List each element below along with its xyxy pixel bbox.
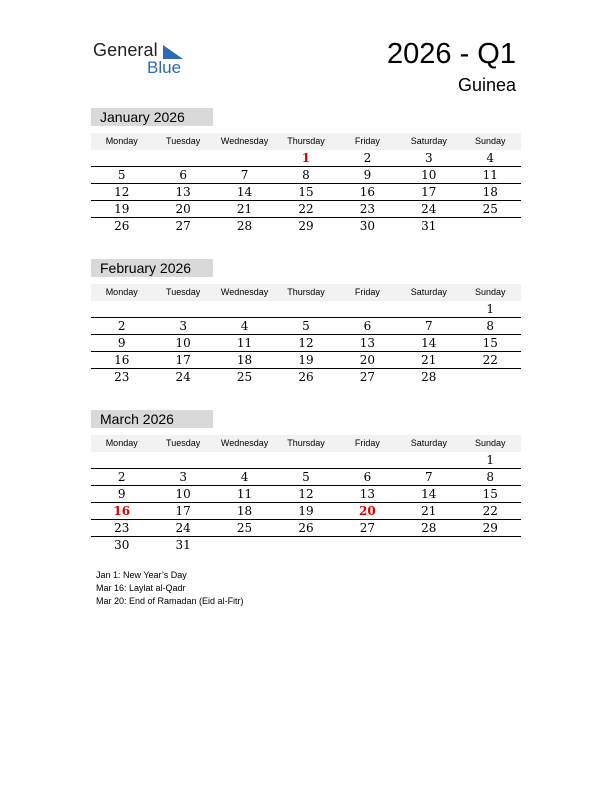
day-cell: 6: [363, 319, 372, 333]
day-cell: 23: [114, 370, 130, 384]
week-row: [91, 369, 521, 385]
weekday-label: Monday: [105, 287, 138, 297]
day-cell: 26: [298, 521, 314, 535]
day-cell: 24: [421, 202, 437, 216]
day-cell: 8: [302, 168, 310, 182]
day-cell: [91, 150, 152, 166]
weekday-label: Saturday: [410, 136, 447, 146]
holiday-note: Jan 1: New Year’s Day: [96, 570, 187, 580]
day-cell: 18: [236, 504, 253, 518]
day-cell: 9: [363, 168, 372, 182]
day-cell: 27: [175, 219, 191, 233]
day-cell: 1: [301, 151, 311, 165]
day-cell: 5: [302, 470, 310, 484]
day-cell: 19: [114, 202, 130, 216]
day-cell: 14: [421, 336, 437, 350]
day-cell: 12: [298, 487, 314, 501]
day-cell: 21: [421, 504, 437, 518]
day-cell: 6: [179, 168, 187, 182]
logo-triangle-icon: [163, 45, 183, 59]
week-row: [91, 184, 521, 201]
day-cell: [214, 301, 275, 317]
day-cell: 23: [359, 202, 376, 216]
day-cell: 8: [486, 319, 495, 333]
day-cell: 5: [302, 319, 310, 333]
weekday-label: Monday: [105, 438, 138, 448]
month-grid: [91, 301, 521, 385]
month-label: March 2026: [91, 410, 213, 428]
day-cell: 22: [482, 353, 498, 367]
day-cell: 30: [359, 219, 376, 233]
holiday-notes: [96, 569, 244, 608]
week-row: [91, 201, 521, 218]
month-grid: [91, 150, 521, 234]
weekday-label: Monday: [105, 136, 138, 146]
weekday-header: [91, 284, 521, 301]
day-cell: 31: [175, 538, 191, 552]
day-cell: 22: [298, 202, 314, 216]
day-cell: 12: [298, 336, 314, 350]
day-cell: 9: [117, 487, 126, 501]
week-row: [91, 520, 521, 537]
weekday-label: Sunday: [474, 136, 506, 146]
week-row: [91, 486, 521, 503]
day-cell: 25: [482, 202, 498, 216]
day-cell: 10: [175, 336, 191, 350]
day-cell: 16: [113, 504, 131, 518]
day-cell: 14: [421, 487, 437, 501]
day-cell: [398, 537, 459, 553]
weekday-label: Saturday: [410, 287, 447, 297]
day-cell: 11: [236, 487, 253, 501]
week-row: [91, 469, 521, 486]
day-cell: [91, 452, 152, 468]
day-cell: 12: [114, 185, 130, 199]
day-cell: [337, 301, 398, 317]
day-cell: 2: [117, 470, 126, 484]
day-cell: [275, 537, 336, 553]
day-cell: 23: [114, 521, 130, 535]
day-cell: 25: [236, 370, 253, 384]
day-cell: 17: [175, 504, 191, 518]
day-cell: 7: [425, 319, 433, 333]
day-cell: 10: [421, 168, 437, 182]
day-cell: 25: [236, 521, 253, 535]
day-cell: 26: [298, 370, 314, 384]
day-cell: 4: [240, 319, 249, 333]
day-cell: 15: [482, 336, 498, 350]
day-cell: 1: [486, 453, 495, 467]
day-cell: 27: [359, 521, 376, 535]
month-march: [91, 410, 521, 553]
week-row: [91, 352, 521, 369]
month-january: [91, 108, 521, 234]
holiday-note: Mar 20: End of Ramadan (Eid al-Fitr): [96, 596, 244, 606]
week-row: [91, 167, 521, 184]
day-cell: [214, 537, 275, 553]
day-cell: [214, 150, 275, 166]
week-row: [91, 503, 521, 520]
day-cell: 18: [482, 185, 498, 199]
day-cell: 9: [117, 336, 126, 350]
week-row: [91, 537, 521, 553]
day-cell: 21: [236, 202, 253, 216]
weekday-label: Friday: [354, 287, 380, 297]
weekday-label: Tuesday: [166, 438, 201, 448]
day-cell: 3: [425, 151, 433, 165]
day-cell: 10: [175, 487, 191, 501]
day-cell: 22: [482, 504, 498, 518]
day-cell: 20: [359, 353, 376, 367]
logo-blue-text: Blue: [147, 58, 182, 77]
day-cell: [214, 452, 275, 468]
day-cell: [337, 452, 398, 468]
day-cell: 24: [175, 370, 191, 384]
day-cell: 7: [240, 168, 249, 182]
day-cell: 19: [298, 504, 314, 518]
day-cell: 18: [236, 353, 253, 367]
day-cell: 6: [363, 470, 372, 484]
month-label: January 2026: [91, 108, 213, 126]
country-name: Guinea: [457, 75, 516, 95]
weekday-header: [91, 133, 521, 150]
day-cell: 30: [114, 538, 130, 552]
day-cell: [460, 537, 521, 553]
day-cell: [275, 301, 336, 317]
weekday-label: Tuesday: [166, 136, 201, 146]
month-label: February 2026: [91, 259, 213, 277]
day-cell: 24: [175, 521, 191, 535]
month-february: [91, 259, 521, 385]
month-grid: [91, 452, 521, 553]
week-row: [91, 218, 521, 234]
day-cell: [460, 218, 521, 234]
day-cell: 7: [425, 470, 433, 484]
week-row: [91, 150, 521, 167]
weekday-label: Wednesday: [220, 136, 269, 146]
day-cell: 16: [359, 185, 376, 199]
logo-general-text: General: [93, 40, 158, 60]
weekday-label: Wednesday: [220, 438, 269, 448]
weekday-label: Sunday: [474, 287, 506, 297]
weekday-label: Sunday: [474, 438, 506, 448]
day-cell: 27: [359, 370, 376, 384]
day-cell: 19: [298, 353, 314, 367]
day-cell: 13: [359, 336, 376, 350]
weekday-label: Wednesday: [220, 287, 269, 297]
day-cell: 16: [114, 353, 130, 367]
day-cell: 3: [179, 470, 187, 484]
day-cell: 2: [363, 151, 372, 165]
day-cell: [91, 301, 152, 317]
weekday-label: Tuesday: [166, 287, 201, 297]
week-row: [91, 452, 521, 469]
holiday-note: Mar 16: Laylat al-Qadr: [96, 583, 186, 593]
day-cell: 26: [114, 219, 130, 233]
day-cell: [460, 369, 521, 385]
day-cell: 11: [482, 168, 498, 182]
logo: [93, 40, 193, 80]
day-cell: [275, 452, 336, 468]
day-cell: 28: [236, 219, 253, 233]
day-cell: 13: [175, 185, 191, 199]
day-cell: 28: [421, 370, 437, 384]
day-cell: 28: [421, 521, 437, 535]
day-cell: [152, 452, 213, 468]
day-cell: 8: [486, 470, 495, 484]
day-cell: 29: [482, 521, 498, 535]
weekday-label: Friday: [354, 136, 380, 146]
week-row: [91, 318, 521, 335]
day-cell: 4: [240, 470, 249, 484]
weekday-label: Thursday: [287, 287, 325, 297]
day-cell: [398, 452, 459, 468]
day-cell: 29: [298, 219, 314, 233]
day-cell: [337, 537, 398, 553]
week-row: [91, 301, 521, 318]
day-cell: 4: [486, 151, 495, 165]
day-cell: 3: [179, 319, 187, 333]
day-cell: 31: [421, 219, 437, 233]
weekday-label: Friday: [354, 438, 380, 448]
day-cell: 11: [236, 336, 253, 350]
day-cell: 20: [359, 504, 376, 518]
day-cell: 20: [175, 202, 191, 216]
day-cell: [152, 150, 213, 166]
day-cell: 17: [421, 185, 437, 199]
day-cell: 2: [117, 319, 126, 333]
weekday-label: Thursday: [287, 438, 325, 448]
day-cell: 5: [117, 168, 126, 182]
day-cell: 15: [482, 487, 498, 501]
week-row: [91, 335, 521, 352]
day-cell: [398, 301, 459, 317]
day-cell: 1: [486, 302, 495, 316]
weekday-label: Saturday: [410, 438, 447, 448]
weekday-label: Thursday: [287, 136, 325, 146]
day-cell: [152, 301, 213, 317]
day-cell: 13: [359, 487, 376, 501]
day-cell: 17: [175, 353, 191, 367]
page-title: 2026 - Q1: [387, 38, 516, 70]
day-cell: 15: [298, 185, 314, 199]
day-cell: 14: [236, 185, 253, 199]
day-cell: 21: [421, 353, 437, 367]
weekday-header: [91, 435, 521, 452]
